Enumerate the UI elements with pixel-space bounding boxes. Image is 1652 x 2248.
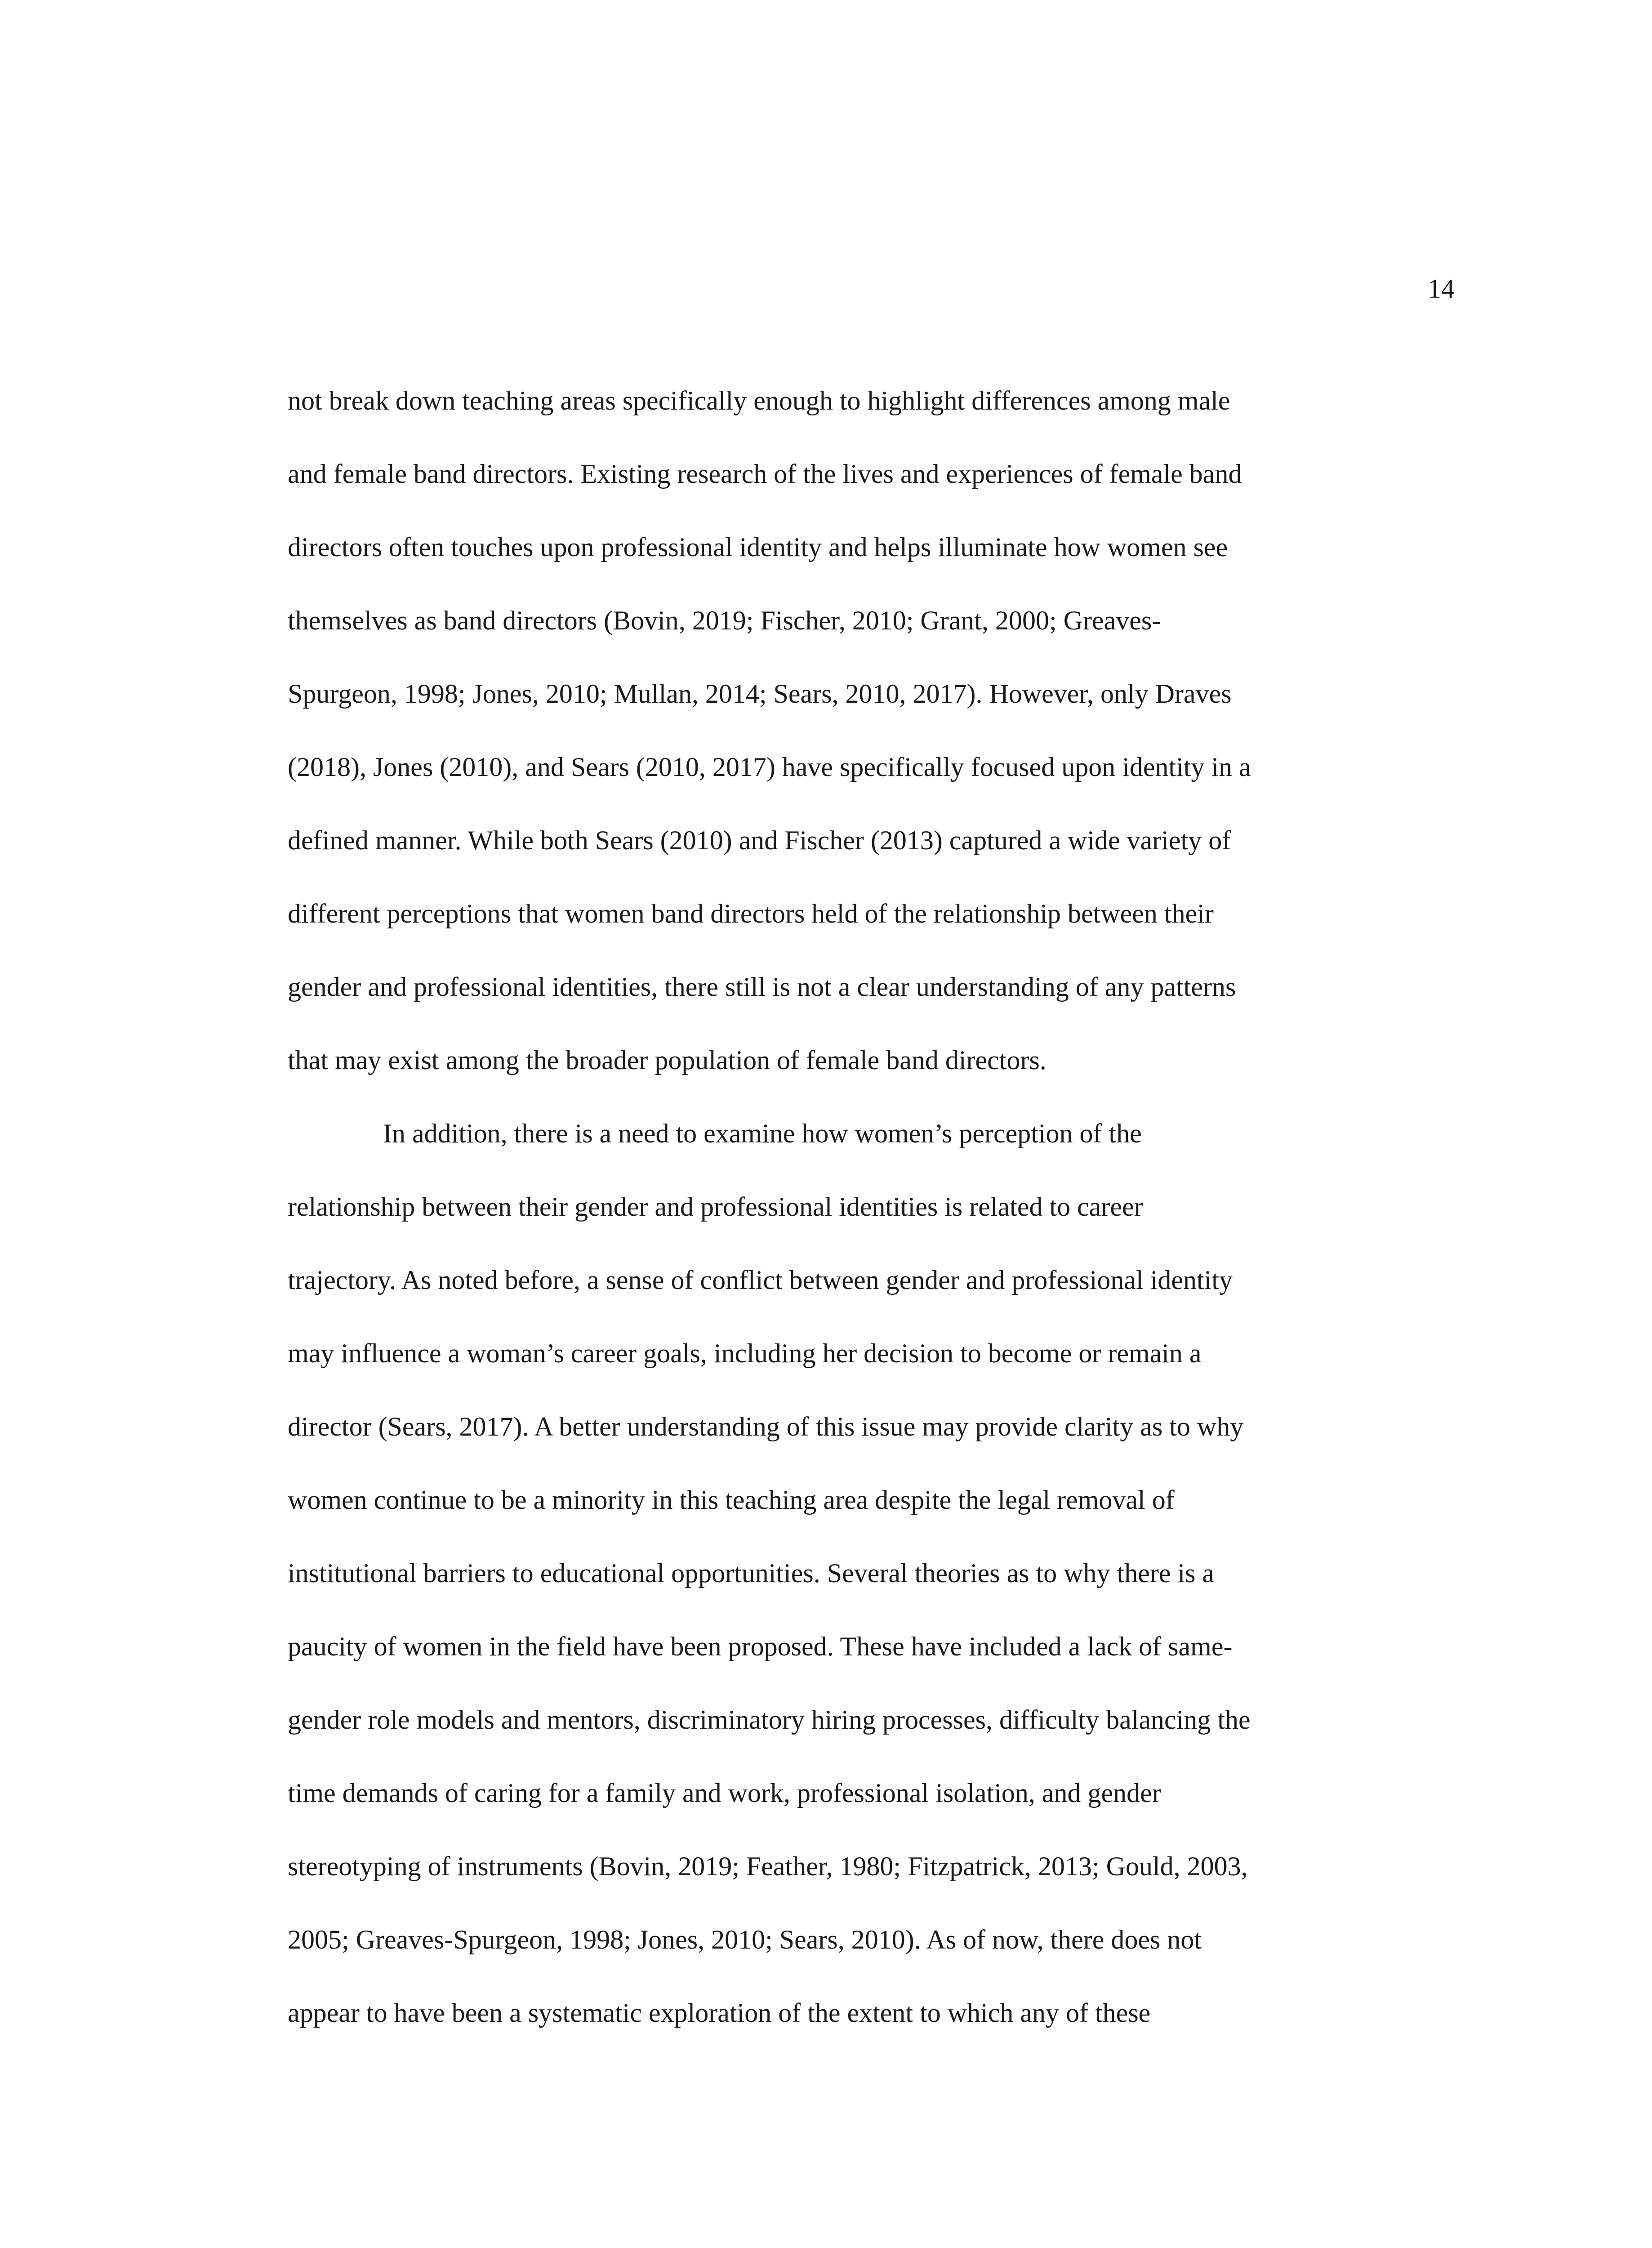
text-line: Spurgeon, 1998; Jones, 2010; Mullan, 2014; Sears, 2010, 2017). However, only Draves bbox=[288, 679, 1232, 709]
text-line: directors often touches upon professional identity and helps illuminate how women see bbox=[288, 532, 1228, 562]
text-line: stereotyping of instruments (Bovin, 2019; Feather, 1980; Fitzpatrick, 2013; Gould, 2003, bbox=[288, 1851, 1248, 1881]
text-line: and female band directors. Existing research of the lives and experiences of female band bbox=[288, 459, 1242, 489]
text-line: that may exist among the broader population of female band directors. bbox=[288, 1045, 1046, 1075]
text-line: gender and professional identities, there still is not a clear understanding of any patterns bbox=[288, 972, 1236, 1002]
text-line: gender role models and mentors, discriminatory hiring processes, difficulty balancing the bbox=[288, 1705, 1251, 1735]
text-line-indented: In addition, there is a need to examine how women’s perception of the bbox=[383, 1119, 1142, 1148]
text-line: not break down teaching areas specifically enough to highlight differences among male bbox=[288, 386, 1230, 415]
text-line: director (Sears, 2017). A better understanding of this issue may provide clarity as to why bbox=[288, 1412, 1244, 1441]
text-line: institutional barriers to educational opportunities. Several theories as to why there is a bbox=[288, 1558, 1215, 1588]
page-number: 14 bbox=[1428, 274, 1455, 303]
text-line: (2018), Jones (2010), and Sears (2010, 2017) have specifically focused upon identity in a bbox=[288, 752, 1251, 782]
text-line: women continue to be a minority in this teaching area despite the legal removal of bbox=[288, 1485, 1175, 1515]
text-line: time demands of caring for a family and work, professional isolation, and gender bbox=[288, 1778, 1161, 1808]
paragraph-1 bbox=[288, 364, 1438, 1097]
text-line: paucity of women in the field have been proposed. These have included a lack of same- bbox=[288, 1632, 1233, 1661]
body-text bbox=[288, 364, 1438, 2050]
text-line: different perceptions that women band directors held of the relationship between their bbox=[288, 899, 1214, 928]
text-line: relationship between their gender and professional identities is related to career bbox=[288, 1192, 1143, 1222]
text-line: themselves as band directors (Bovin, 2019; Fischer, 2010; Grant, 2000; Greaves- bbox=[288, 606, 1161, 635]
text-line: 2005; Greaves-Spurgeon, 1998; Jones, 2010; Sears, 2010). As of now, there does not bbox=[288, 1925, 1202, 1954]
text-line: appear to have been a systematic exploration of the extent to which any of these bbox=[288, 1998, 1151, 2028]
text-line: defined manner. While both Sears (2010) and Fischer (2013) captured a wide variety of bbox=[288, 825, 1231, 855]
text-line: may influence a woman’s career goals, including her decision to become or remain a bbox=[288, 1338, 1202, 1368]
paragraph-2 bbox=[288, 1097, 1438, 2050]
text-line: trajectory. As noted before, a sense of conflict between gender and professional identity bbox=[288, 1265, 1233, 1295]
